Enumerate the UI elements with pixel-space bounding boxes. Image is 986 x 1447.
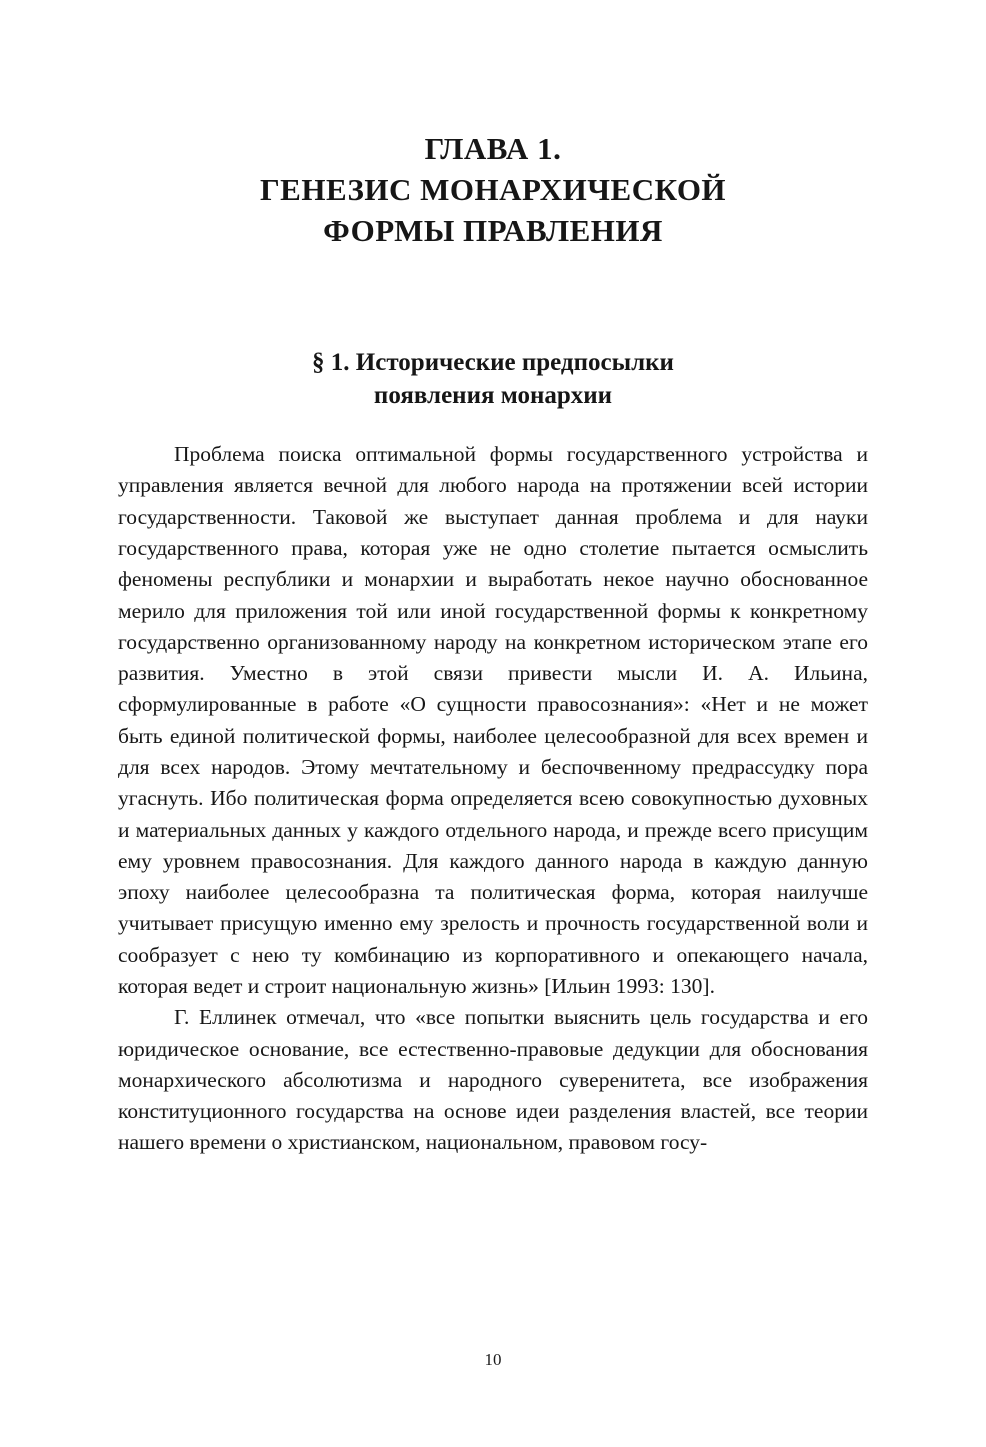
paragraph: Проблема поиска оптимальной формы государственного устройства и управления является вечной для любого народа на протяжении всей истории государственности. Таковой же выступает данная проблема и для науки государственного права, которая уже не одно столетие пытается осмыслить феномены республики и монархии и выработать некое научно обоснованное мерило для приложения той или иной государственной формы к конкретному государственно организованному народу на конкретном историческом этапе его развития. Уместно в этой связи привести мысли И. А. Ильина, сформулированные в работе «О сущности правосознания»: «Нет и не может быть единой политической формы, наиболее целесообразной для всех времен и для всех народов. Этому мечтательному и беспочвенному предрассудку пора угаснуть. Ибо политическая форма определяется всею совокупностью духовных и материальных данных у каждого отдельного народа, и прежде всего присущим ему уровнем правосознания. Для каждого данного народа в каждую данную эпоху наиболее целесообразна та политическая форма, которая наилучше учитывает присущую именно ему зрелость и прочность государственной воли и сообразует с нею ту комбинацию из корпоративного и опекающего начала, которая ведет и строит национальную жизнь» [Ильин 1993: 130].	[118, 442, 868, 998]
paragraph: Г. Еллинек отмечал, что «все попытки выяснить цель государства и его юридическое основание, все естественно-правовые дедукции для обоснования монархического абсолютизма и народного суверенитета, все изображения конституционного государства на основе идеи разделения властей, все теории нашего времени о христианском, национальном, правовом госу-	[118, 1005, 868, 1155]
section-title-line-1: § 1. Исторические предпосылки	[312, 348, 674, 376]
chapter-title-line-3: ФОРМЫ ПРАВЛЕНИЯ	[323, 213, 663, 249]
chapter-title-line-2: ГЕНЕЗИС МОНАРХИЧЕСКОЙ	[259, 172, 727, 208]
body-text	[118, 439, 868, 1158]
section-title	[186, 346, 801, 414]
section-title-line-2: появления монархии	[373, 382, 613, 410]
chapter-title	[171, 128, 816, 252]
chapter-title-line-1: ГЛАВА 1.	[424, 131, 562, 166]
page-number: 10	[484, 1350, 502, 1369]
